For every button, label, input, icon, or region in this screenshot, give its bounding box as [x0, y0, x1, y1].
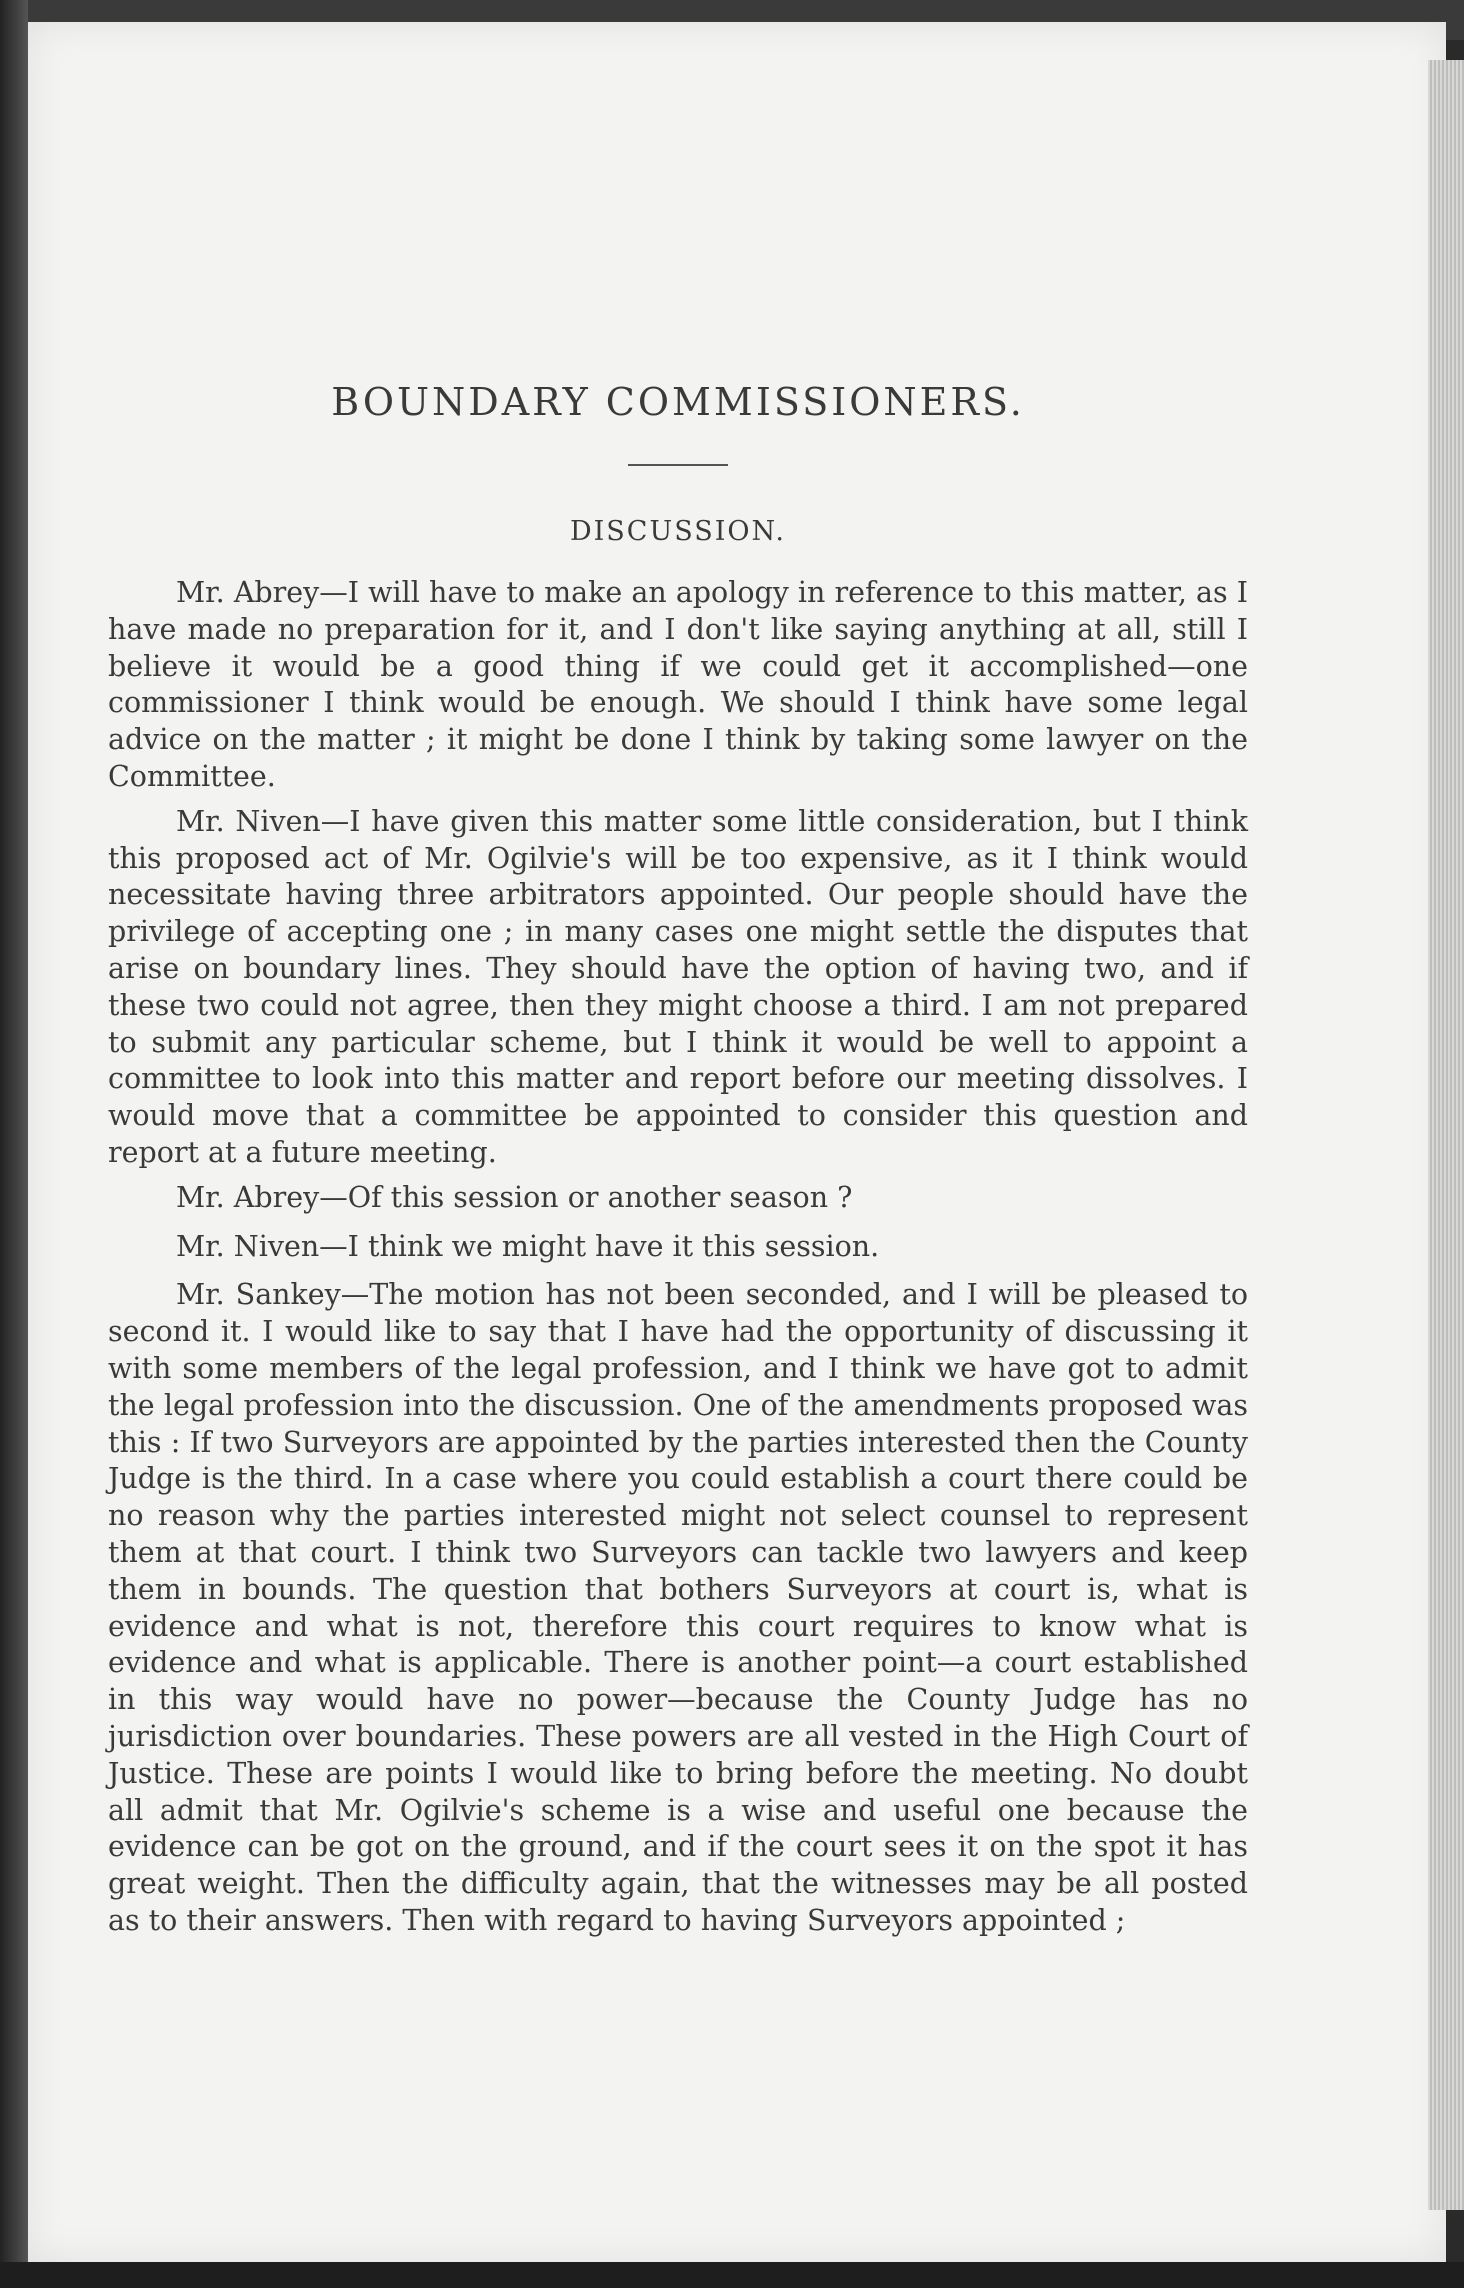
- paragraph-niven-2: Mr. Niven—I think we might have it this session.: [176, 1229, 880, 1263]
- paragraph-abrey-2: Mr. Abrey—Of this session or another season ?: [176, 1180, 853, 1214]
- paragraph-niven-1: Mr. Niven—I have given this matter some little consideration, but I think this proposed act of Mr. Ogilvie's will be too expensive, as it I think would necessitate having three arbitrators appointed. Our people should have the privilege of accepting one ; in many cases one might settle the disputes that arise on boundary lines. They should have the option of having two, and if these two could not agree, then they might choose a third. I am not prepared to submit any particular scheme, but I think it would be well to appoint a committee to look into this matter and report before our meeting dissolves. I would move that a committee be appointed to consider this question and report at a future meeting.: [108, 804, 1248, 1169]
- section-heading: DISCUSSION.: [569, 516, 787, 547]
- page-title: BOUNDARY COMMISSIONERS.: [331, 380, 1025, 424]
- paragraph-sankey-1: Mr. Sankey—The motion has not been seconded, and I will be pleased to second it. I would like to say that I have had the opportunity of discussing it with some members of the legal profession, and I think we have got to admit the legal profession into the discussion. One of the amendments proposed was this : If two Surveyors are appointed by the parties interested then the County Judge is the third. In a case where you could establish a court there could be no reason why the parties interested might not select counsel to represent them at that court. I think two Surveyors can tackle two lawyers and keep them in bounds. The question that bothers Surveyors at court is, what is evidence and what is not, therefore this court requires to know what is evidence and what is applicable. There is another point—a court established in this way would have no power—because the County Judge has no jurisdiction over boundaries. These powers are all vested in the High Court of Justice. These are points I would like to bring before the meeting. No doubt all admit that Mr. Ogilvie's scheme is a wise and useful one because the evidence can be got on the ground, and if the court sees it on the spot it has great weight. Then the difficulty again, that the witnesses may be all posted as to their answers. Then with regard to having Surveyors appointed ;: [108, 1278, 1248, 1937]
- binding-shadow: [0, 0, 28, 2288]
- page-edges: [1428, 60, 1464, 2210]
- scan-bottom-border: [0, 2262, 1464, 2288]
- paragraph-abrey-1: Mr. Abrey—I will have to make an apology in reference to this matter, as I have made no preparation for it, and I don't like saying anything at all, still I believe it would be a good thing if we could get it accomplished—one commissioner I think would be enough. We should I think have some legal advice on the matter ; it might be done I think by taking some lawyer on the Committee.: [108, 576, 1248, 793]
- title-rule: [628, 464, 728, 466]
- page-content: [108, 380, 1248, 1948]
